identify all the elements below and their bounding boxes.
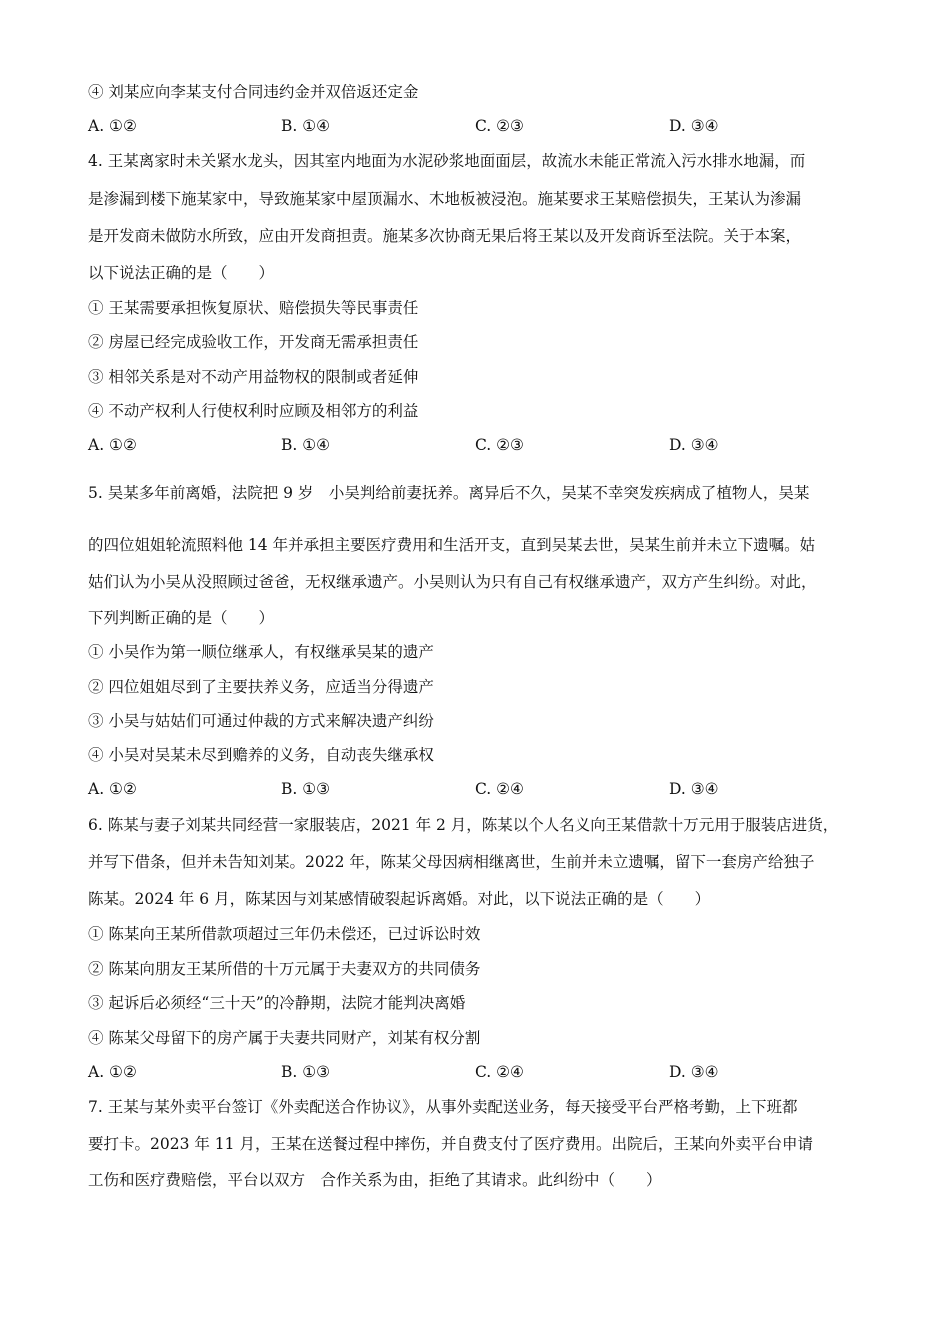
q5-option-a: A. ①② xyxy=(88,780,137,798)
q5-item-4: ④ 小吴对吴某未尽到赡养的义务，自动丧失继承权 xyxy=(88,746,434,764)
q5-stem-line-2: 的四位姐姐轮流照料他 14 年并承担主要医疗费用和生活开支，直到吴某去世，吴某生前并未立下遗嘱。姑 xyxy=(88,536,816,554)
q5-option-d: D. ③④ xyxy=(669,780,719,798)
q4-option-b: B. ①④ xyxy=(281,436,331,454)
q5-stem-line-1: 5. 吴某多年前离婚，法院把 9 岁 小吴判给前妻抚养。离异后不久，吴某不幸突发疾病成了植物人，吴某 xyxy=(88,484,810,502)
q3-option-c: C. ②③ xyxy=(475,117,524,135)
q4-stem-line-2: 是渗漏到楼下施某家中，导致施某家中屋顶漏水、木地板被浸泡。施某要求王某赔偿损失，王某认为渗漏 xyxy=(88,190,802,208)
q6-options xyxy=(88,1062,868,1082)
q6-stem-line-2: 并写下借条，但并未告知刘某。2022 年，陈某父母因病相继离世，生前并未立遗嘱，留下一套房产给独子 xyxy=(88,853,815,871)
q6-item-3: ③ 起诉后必须经“三十天”的冷静期，法院才能判决离婚 xyxy=(88,994,466,1012)
q4-stem-line-1: 4. 王某离家时未关紧水龙头，因其室内地面为水泥砂浆地面面层，故流水未能正常流入污水排水地漏，而 xyxy=(88,152,806,170)
q7-stem-line-2: 要打卡。2023 年 11 月，王某在送餐过程中摔伤，并自费支付了医疗费用。出院后，王某向外卖平台申请 xyxy=(88,1135,813,1153)
q4-item-1: ① 王某需要承担恢复原状、赔偿损失等民事责任 xyxy=(88,299,419,317)
q7-stem-line-1: 7. 王某与某外卖平台签订《外卖配送合作协议》，从事外卖配送业务，每天接受平台严格考勤，上下班都 xyxy=(88,1098,798,1116)
q5-stem-line-4: 下列判断正确的是（ ） xyxy=(88,609,275,627)
q3-option-a: A. ①② xyxy=(88,117,137,135)
q5-stem-line-3: 姑们认为小吴从没照顾过爸爸，无权继承遗产。小吴则认为只有自己有权继承遗产，双方产生纠纷。对此， xyxy=(88,573,817,591)
q5-item-3: ③ 小吴与姑姑们可通过仲裁的方式来解决遗产纠纷 xyxy=(88,712,434,730)
q3-options xyxy=(88,116,868,136)
q6-stem-line-3: 陈某。2024 年 6 月，陈某因与刘某感情破裂起诉离婚。对此，以下说法正确的是（ ） xyxy=(88,890,711,908)
q4-item-4: ④ 不动产权利人行使权利时应顾及相邻方的利益 xyxy=(88,402,419,420)
q5-item-1: ① 小吴作为第一顺位继承人，有权继承吴某的遗产 xyxy=(88,643,434,661)
q5-option-c: C. ②④ xyxy=(475,780,524,798)
q6-option-c: C. ②④ xyxy=(475,1063,524,1081)
q6-option-d: D. ③④ xyxy=(669,1063,719,1081)
q4-item-2: ② 房屋已经完成验收工作，开发商无需承担责任 xyxy=(88,333,419,351)
q4-option-c: C. ②③ xyxy=(475,436,524,454)
q5-option-b: B. ①③ xyxy=(281,780,331,798)
q4-item-3: ③ 相邻关系是对不动产用益物权的限制或者延伸 xyxy=(88,368,419,386)
q3-option-b: B. ①④ xyxy=(281,117,331,135)
q5-item-2: ② 四位姐姐尽到了主要扶养义务，应适当分得遗产 xyxy=(88,678,434,696)
q3-item-4: ④ 刘某应向李某支付合同违约金并双倍返还定金 xyxy=(88,83,419,101)
q3-option-d: D. ③④ xyxy=(669,117,719,135)
q6-option-a: A. ①② xyxy=(88,1063,137,1081)
q4-stem-line-3: 是开发商未做防水所致，应由开发商担责。施某多次协商无果后将王某以及开发商诉至法院。关于本案， xyxy=(88,227,802,245)
q6-item-1: ① 陈某向王某所借款项超过三年仍未偿还，已过诉讼时效 xyxy=(88,925,481,943)
q7-stem-line-3: 工伤和医疗费赔偿，平台以双方 合作关系为由，拒绝了其请求。此纠纷中（ ） xyxy=(88,1171,662,1189)
q6-option-b: B. ①③ xyxy=(281,1063,331,1081)
q6-item-2: ② 陈某向朋友王某所借的十万元属于夫妻双方的共同债务 xyxy=(88,960,481,978)
q4-option-d: D. ③④ xyxy=(669,436,719,454)
q4-options xyxy=(88,435,868,455)
q4-option-a: A. ①② xyxy=(88,436,137,454)
q4-stem-line-4: 以下说法正确的是（ ） xyxy=(88,264,275,282)
q6-stem-line-1: 6. 陈某与妻子刘某共同经营一家服装店，2021 年 2 月，陈某以个人名义向王某借款十万元用于服装店进货， xyxy=(88,816,839,834)
q5-options xyxy=(88,779,868,799)
q6-item-4: ④ 陈某父母留下的房产属于夫妻共同财产，刘某有权分割 xyxy=(88,1029,481,1047)
